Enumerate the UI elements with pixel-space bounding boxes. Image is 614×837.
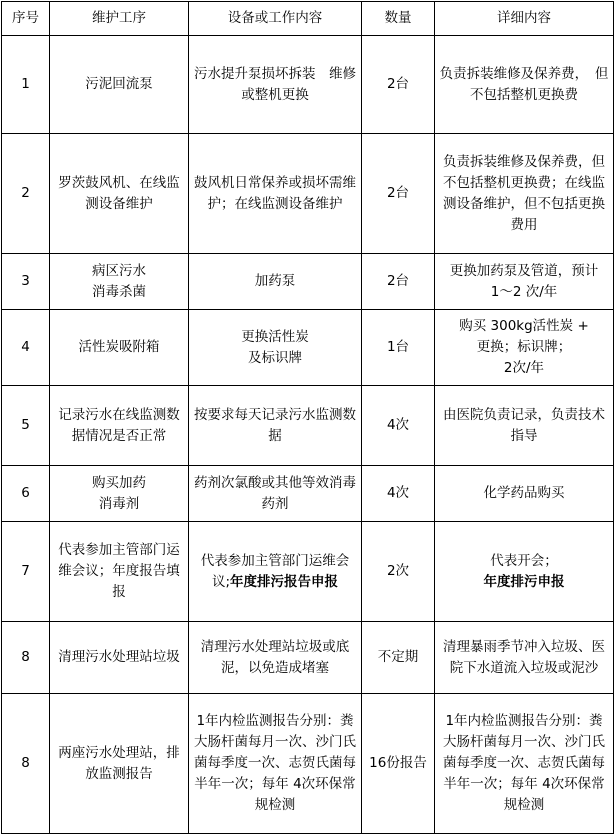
- cell-equipment: [189, 522, 362, 622]
- equipment-line: 及标识牌: [248, 349, 302, 366]
- cell-seq: 6: [2, 466, 50, 522]
- cell-quantity: 2台: [362, 134, 435, 254]
- header-row: [2, 2, 614, 36]
- cell-process: [50, 466, 189, 522]
- cell-seq: 8: [2, 694, 50, 834]
- cell-detail: 化学药品购买: [435, 466, 614, 522]
- cell-equipment: 加药泵: [189, 254, 362, 310]
- cell-equipment: 1年内检监测报告分别：粪大肠杆菌每月一次、沙门氏菌每季度一次、志贺氏菌每半年一次；每年 4次环保常规检测: [189, 694, 362, 834]
- cell-process: 活性炭吸附箱: [50, 310, 189, 386]
- cell-seq: 5: [2, 386, 50, 466]
- process-line: 病区污水: [92, 262, 146, 279]
- cell-quantity: 16份报告: [362, 694, 435, 834]
- header-seq: 序号: [2, 2, 50, 36]
- cell-seq: 1: [2, 36, 50, 134]
- cell-quantity: 2台: [362, 254, 435, 310]
- maintenance-table: [1, 1, 614, 834]
- cell-quantity: 4次: [362, 466, 435, 522]
- table-row: [2, 622, 614, 694]
- table-row: [2, 466, 614, 522]
- equipment-bold-text: 年度排污报告申报: [230, 573, 339, 590]
- table-row: [2, 694, 614, 834]
- cell-equipment: [189, 310, 362, 386]
- process-line: 消毒杀菌: [92, 283, 146, 300]
- cell-detail: [435, 522, 614, 622]
- cell-quantity: 不定期: [362, 622, 435, 694]
- cell-detail: 由医院负责记录，负责技术指导: [435, 386, 614, 466]
- cell-process: 清理污水处理站垃圾: [50, 622, 189, 694]
- cell-quantity: 1台: [362, 310, 435, 386]
- cell-process: 污泥回流泵: [50, 36, 189, 134]
- header-equipment: 设备或工作内容: [189, 2, 362, 36]
- table-row: [2, 134, 614, 254]
- process-line: 消毒剂: [98, 495, 140, 512]
- cell-equipment: 按要求每天记录污水监测数据: [189, 386, 362, 466]
- cell-equipment: 药剂次氯酸或其他等效消毒药剂: [189, 466, 362, 522]
- detail-line: 2次/年: [503, 360, 545, 376]
- table-row: [2, 522, 614, 622]
- detail-line: 购买 300kg活性炭 +: [459, 318, 589, 334]
- equipment-text: 代表参加主管部门运维会议;: [200, 552, 350, 590]
- process-line: 购买加药: [92, 474, 146, 491]
- cell-detail: 1年内检监测报告分别：粪大肠杆菌每月一次、沙门氏菌每季度一次、志贺氏菌每半年一次；每年 4次环保常规检测: [435, 694, 614, 834]
- cell-equipment: 鼓风机日常保养或损坏需维护；在线监测设备维护: [189, 134, 362, 254]
- cell-process: 罗茨鼓风机、在线监测设备维护: [50, 134, 189, 254]
- header-detail: 详细内容: [435, 2, 614, 36]
- equipment-line: 更换活性炭: [241, 328, 309, 345]
- cell-equipment: 清理污水处理站垃圾或底泥，以免造成堵塞: [189, 622, 362, 694]
- cell-quantity: 2台: [362, 36, 435, 134]
- cell-quantity: 4次: [362, 386, 435, 466]
- header-quantity: 数量: [362, 2, 435, 36]
- table-row: [2, 254, 614, 310]
- cell-process: [50, 254, 189, 310]
- detail-line: 代表开会；: [490, 552, 558, 569]
- detail-line: 更换；标识牌；: [476, 339, 572, 355]
- cell-quantity: 2次: [362, 522, 435, 622]
- cell-seq: 8: [2, 622, 50, 694]
- header-process: 维护工序: [50, 2, 189, 36]
- table-row: [2, 310, 614, 386]
- cell-process: 两座污水处理站，排放监测报告: [50, 694, 189, 834]
- cell-seq: 2: [2, 134, 50, 254]
- detail-bold-line: 年度排污申报: [483, 573, 565, 590]
- cell-detail: 负责拆装维修及保养费， 但不包括整机更换费: [435, 36, 614, 134]
- cell-detail: [435, 310, 614, 386]
- cell-process: 记录污水在线监测数据情况是否正常: [50, 386, 189, 466]
- cell-seq: 3: [2, 254, 50, 310]
- cell-detail: 更换加药泵及管道，预计 1～2 次/年: [435, 254, 614, 310]
- table-row: [2, 36, 614, 134]
- cell-seq: 7: [2, 522, 50, 622]
- cell-process: 代表参加主管部门运维会议；年度报告填报: [50, 522, 189, 622]
- cell-seq: 4: [2, 310, 50, 386]
- cell-detail: 负责拆装维修及保养费，但不包括整机更换费；在线监测设备维护，但不包括更换费用: [435, 134, 614, 254]
- table-row: [2, 386, 614, 466]
- cell-detail: 清理暴雨季节冲入垃圾、医院下水道流入垃圾或泥沙: [435, 622, 614, 694]
- cell-equipment: 污水提升泵损坏拆装 维修或整机更换: [189, 36, 362, 134]
